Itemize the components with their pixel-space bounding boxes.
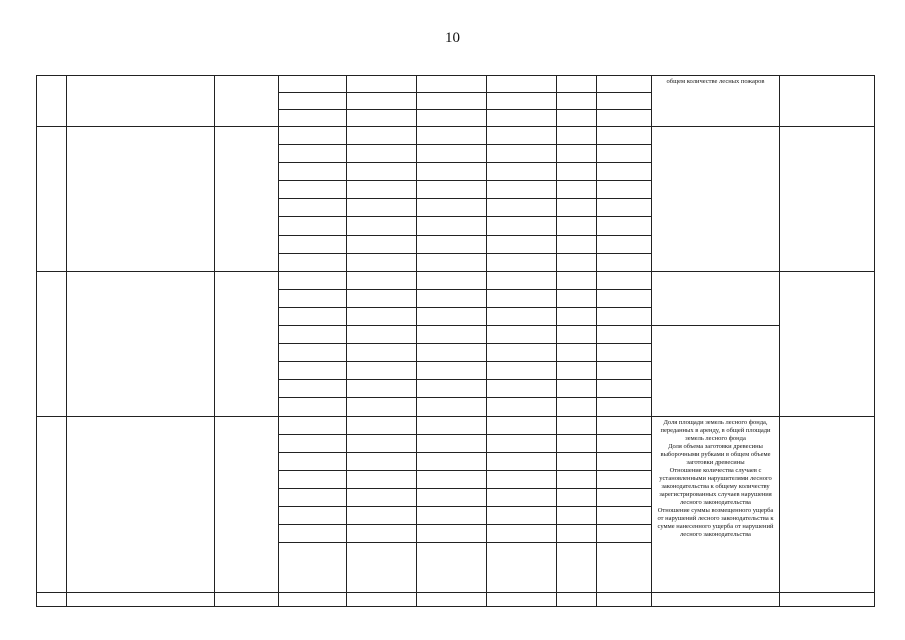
amount-cell [557, 543, 597, 593]
amount-cell [417, 434, 487, 452]
indicator-line: Отношение количества случаев с установленными нарушителями лесного законодательства к общему количеству зарегистрированных случаев нарушения лесного законодательства [659, 466, 772, 506]
executor-cell [780, 271, 875, 416]
amount-cell [487, 307, 557, 325]
year-cell [279, 543, 347, 593]
amount-cell [417, 110, 487, 127]
amount-cell [597, 434, 652, 452]
amount-cell [557, 326, 597, 344]
indicator-line: Отношение суммы возмещенного ущерба от нарушений лесного законодательства к сумме нанесенного ущерба от нарушений лесного законодательства [657, 506, 774, 538]
table-body [37, 76, 875, 607]
period-cell [215, 271, 279, 416]
amount-cell [487, 235, 557, 253]
amount-cell [347, 307, 417, 325]
measure-name-cell [67, 271, 215, 416]
amount-cell [557, 110, 597, 127]
amount-cell [557, 93, 597, 110]
amount-cell [557, 181, 597, 199]
amount-cell [557, 253, 597, 271]
program-table [36, 75, 875, 607]
amount-cell [557, 163, 597, 181]
table-row [37, 416, 875, 434]
amount-cell [347, 93, 417, 110]
indicator-cell [652, 127, 780, 272]
measure-name-cell [67, 127, 215, 272]
amount-cell [597, 543, 652, 593]
amount-cell [487, 344, 557, 362]
amount-cell [487, 253, 557, 271]
amount-cell [417, 235, 487, 253]
indicator-cell [652, 416, 780, 593]
amount-cell [597, 235, 652, 253]
year-cell [279, 488, 347, 506]
amount-cell [597, 380, 652, 398]
amount-cell [347, 525, 417, 543]
row-number-cell [37, 271, 67, 416]
amount-cell [417, 488, 487, 506]
amount-cell [347, 289, 417, 307]
amount-cell [347, 181, 417, 199]
indicator-cell [652, 326, 780, 416]
amount-cell [487, 289, 557, 307]
amount-cell [487, 593, 557, 607]
amount-cell [487, 76, 557, 93]
year-cell [279, 271, 347, 289]
year-cell [279, 380, 347, 398]
year-cell [279, 253, 347, 271]
amount-cell [597, 416, 652, 434]
amount-cell [347, 452, 417, 470]
amount-cell [597, 289, 652, 307]
amount-cell [417, 506, 487, 524]
amount-cell [487, 217, 557, 235]
amount-cell [417, 127, 487, 145]
amount-cell [417, 416, 487, 434]
amount-cell [347, 271, 417, 289]
amount-cell [597, 398, 652, 416]
executor-cell [780, 416, 875, 593]
amount-cell [417, 307, 487, 325]
amount-cell [557, 434, 597, 452]
amount-cell [417, 253, 487, 271]
amount-cell [597, 93, 652, 110]
indicator-line: Доля площади земель лесного фонда, переданных в аренду, в общей площади земель лесного фонда [660, 418, 771, 442]
amount-cell [557, 470, 597, 488]
amount-cell [417, 163, 487, 181]
amount-cell [487, 525, 557, 543]
year-cell [279, 326, 347, 344]
amount-cell [597, 470, 652, 488]
year-cell [279, 289, 347, 307]
amount-cell [347, 326, 417, 344]
amount-cell [557, 488, 597, 506]
year-cell [279, 307, 347, 325]
amount-cell [487, 543, 557, 593]
amount-cell [417, 199, 487, 217]
amount-cell [487, 416, 557, 434]
row-number-cell [37, 76, 67, 127]
amount-cell [417, 543, 487, 593]
year-cell [279, 452, 347, 470]
amount-cell [487, 434, 557, 452]
indicator-cell [652, 271, 780, 325]
amount-cell [417, 344, 487, 362]
amount-cell [347, 398, 417, 416]
amount-cell [487, 271, 557, 289]
amount-cell [487, 145, 557, 163]
year-cell [279, 163, 347, 181]
amount-cell [487, 326, 557, 344]
year-cell [279, 470, 347, 488]
amount-cell [597, 181, 652, 199]
row-number-cell [37, 416, 67, 593]
year-cell [279, 416, 347, 434]
year-cell [279, 76, 347, 93]
amount-cell [417, 271, 487, 289]
year-cell [279, 525, 347, 543]
amount-cell [597, 326, 652, 344]
table-row [37, 76, 875, 93]
amount-cell [597, 452, 652, 470]
year-cell [279, 181, 347, 199]
amount-cell [597, 525, 652, 543]
amount-cell [347, 163, 417, 181]
amount-cell [347, 593, 417, 607]
amount-cell [557, 525, 597, 543]
amount-cell [597, 271, 652, 289]
row-number-cell [37, 127, 67, 272]
amount-cell [557, 344, 597, 362]
table-row [37, 271, 875, 289]
executor-cell [780, 76, 875, 127]
amount-cell [597, 145, 652, 163]
measure-name-cell [67, 76, 215, 127]
indicator-line: общем количестве лесных пожаров [666, 78, 765, 85]
amount-cell [417, 289, 487, 307]
amount-cell [347, 253, 417, 271]
amount-cell [487, 127, 557, 145]
amount-cell [597, 593, 652, 607]
amount-cell [487, 181, 557, 199]
amount-cell [557, 380, 597, 398]
year-cell [279, 362, 347, 380]
amount-cell [597, 76, 652, 93]
period-cell [215, 76, 279, 127]
year-cell [279, 199, 347, 217]
amount-cell [347, 434, 417, 452]
executor-cell [780, 593, 875, 607]
table-row [37, 127, 875, 145]
amount-cell [417, 452, 487, 470]
amount-cell [347, 506, 417, 524]
amount-cell [417, 593, 487, 607]
amount-cell [557, 593, 597, 607]
amount-cell [417, 326, 487, 344]
amount-cell [347, 110, 417, 127]
amount-cell [487, 398, 557, 416]
year-cell [279, 127, 347, 145]
year-cell [279, 344, 347, 362]
amount-cell [487, 506, 557, 524]
amount-cell [597, 110, 652, 127]
amount-cell [347, 199, 417, 217]
amount-cell [417, 398, 487, 416]
amount-cell [347, 235, 417, 253]
amount-cell [347, 416, 417, 434]
amount-cell [597, 163, 652, 181]
amount-cell [347, 76, 417, 93]
amount-cell [417, 362, 487, 380]
amount-cell [557, 362, 597, 380]
year-cell [279, 110, 347, 127]
amount-cell [347, 145, 417, 163]
period-cell [215, 416, 279, 593]
amount-cell [557, 235, 597, 253]
amount-cell [417, 525, 487, 543]
amount-cell [487, 362, 557, 380]
indicator-cell [652, 593, 780, 607]
amount-cell [557, 271, 597, 289]
amount-cell [487, 380, 557, 398]
amount-cell [557, 307, 597, 325]
amount-cell [347, 470, 417, 488]
amount-cell [347, 543, 417, 593]
amount-cell [487, 470, 557, 488]
amount-cell [557, 217, 597, 235]
page-number: 10 [445, 30, 460, 46]
year-cell [279, 593, 347, 607]
indicator-line: Доля объема заготовки древесины выборочными рубками в общем объеме заготовки древесины [660, 442, 771, 466]
amount-cell [557, 416, 597, 434]
amount-cell [557, 506, 597, 524]
amount-cell [417, 93, 487, 110]
amount-cell [557, 145, 597, 163]
amount-cell [597, 362, 652, 380]
measure-name-cell [67, 416, 215, 593]
amount-cell [597, 199, 652, 217]
amount-cell [347, 344, 417, 362]
period-cell [215, 593, 279, 607]
year-cell [279, 434, 347, 452]
amount-cell [597, 344, 652, 362]
amount-cell [347, 488, 417, 506]
year-cell [279, 145, 347, 163]
amount-cell [417, 181, 487, 199]
amount-cell [557, 76, 597, 93]
amount-cell [597, 217, 652, 235]
amount-cell [597, 488, 652, 506]
amount-cell [597, 307, 652, 325]
indicator-cell [652, 76, 780, 127]
amount-cell [597, 506, 652, 524]
amount-cell [347, 217, 417, 235]
amount-cell [487, 199, 557, 217]
amount-cell [557, 452, 597, 470]
amount-cell [347, 362, 417, 380]
amount-cell [417, 145, 487, 163]
year-cell [279, 217, 347, 235]
year-cell [279, 235, 347, 253]
amount-cell [487, 163, 557, 181]
amount-cell [487, 110, 557, 127]
amount-cell [487, 488, 557, 506]
amount-cell [487, 452, 557, 470]
amount-cell [417, 76, 487, 93]
year-cell [279, 398, 347, 416]
amount-cell [557, 199, 597, 217]
amount-cell [557, 289, 597, 307]
amount-cell [597, 127, 652, 145]
amount-cell [347, 127, 417, 145]
amount-cell [347, 380, 417, 398]
year-cell [279, 506, 347, 524]
amount-cell [417, 380, 487, 398]
row-number-cell [37, 593, 67, 607]
period-cell [215, 127, 279, 272]
amount-cell [487, 93, 557, 110]
amount-cell [597, 253, 652, 271]
executor-cell [780, 127, 875, 272]
measure-name-cell [67, 593, 215, 607]
amount-cell [417, 470, 487, 488]
table-row [37, 593, 875, 607]
amount-cell [417, 217, 487, 235]
amount-cell [557, 127, 597, 145]
amount-cell [557, 398, 597, 416]
year-cell [279, 93, 347, 110]
